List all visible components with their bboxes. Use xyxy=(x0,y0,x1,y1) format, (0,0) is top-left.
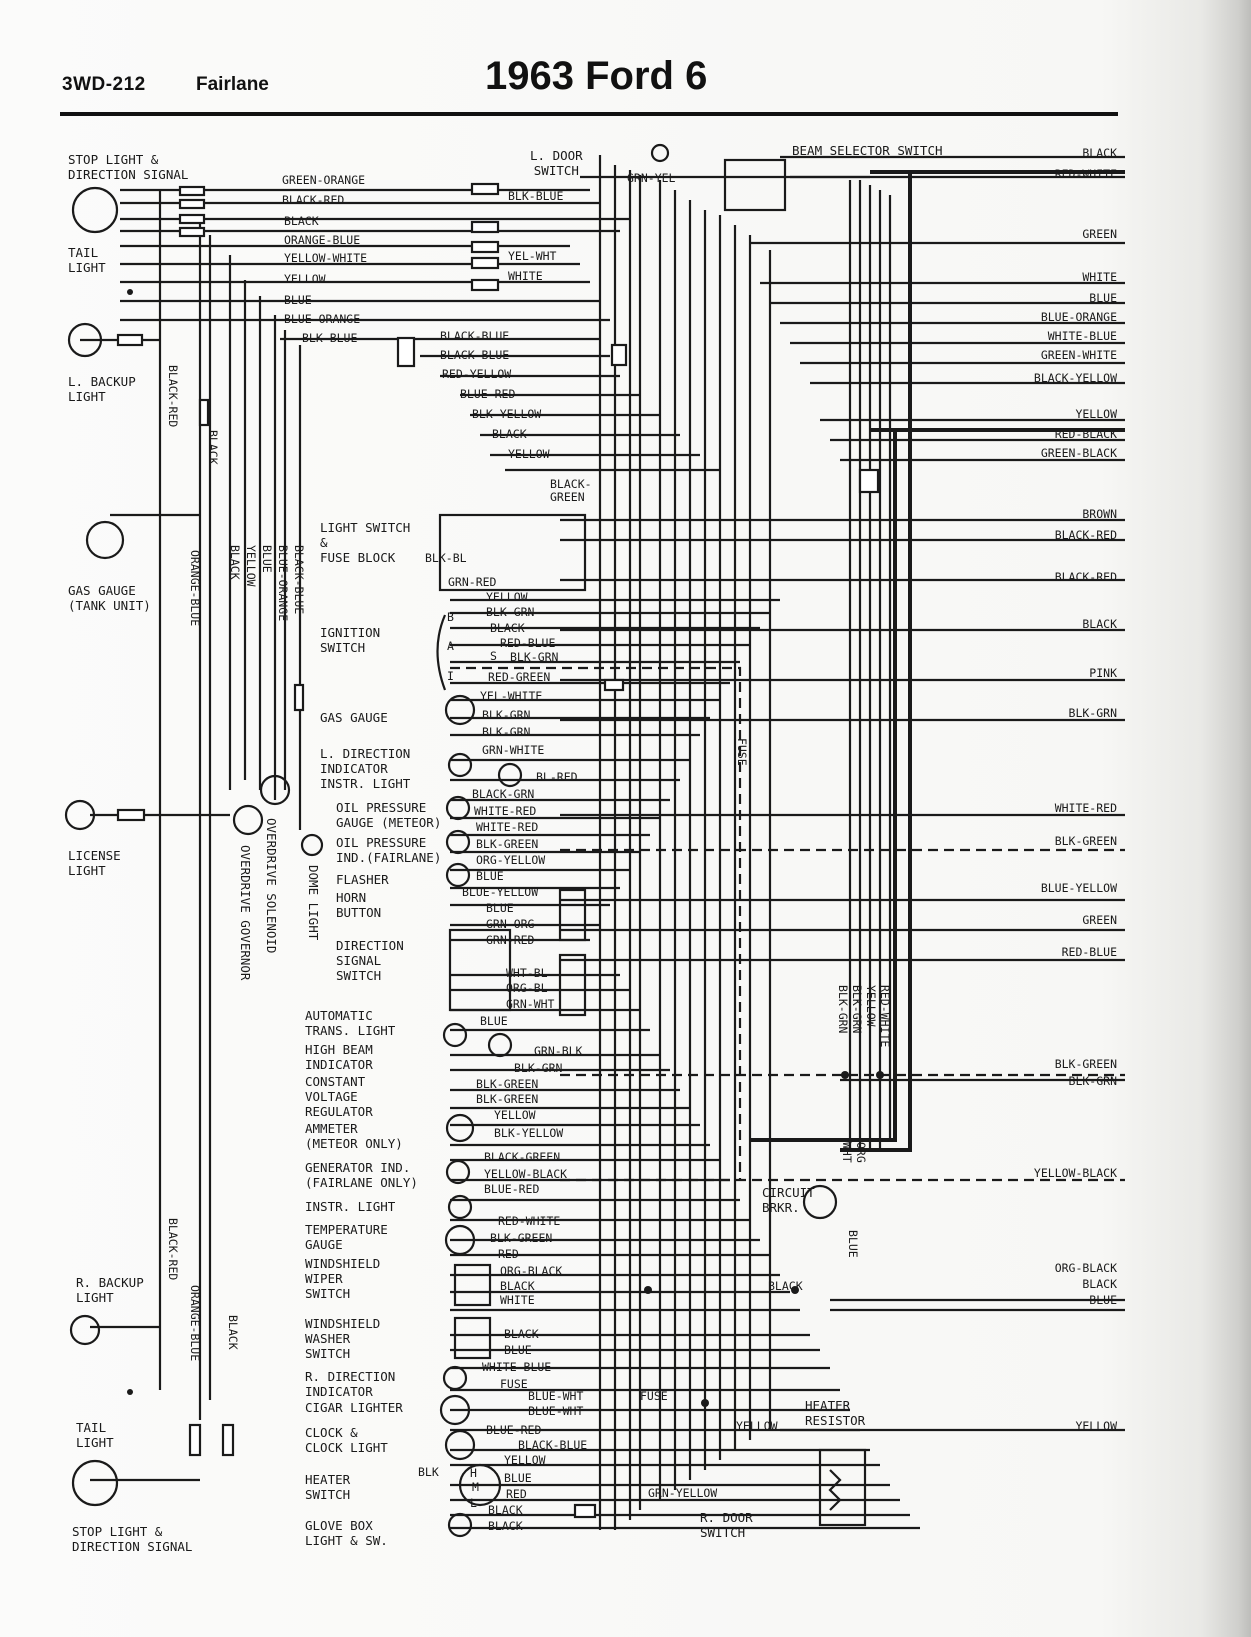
wire-label-black-top: BLACK xyxy=(206,430,220,465)
right-wire-label: ORG-BLACK xyxy=(1054,1261,1117,1275)
wire-label: BLUE-ORANGE xyxy=(284,312,361,326)
center-wire-label: WHT-BL xyxy=(506,966,548,980)
center-wire-label: BLK-GRN xyxy=(514,1061,563,1075)
center-wire-label: BLUE xyxy=(486,901,514,915)
right-wire-label: WHITE-BLUE xyxy=(1047,329,1117,343)
wire-label: GREEN-ORANGE xyxy=(282,173,366,187)
center-wire-label: BLK xyxy=(418,1465,439,1479)
center-wire-label: YELLOW xyxy=(504,1453,546,1467)
center-wire-label: BLK-YELLOW xyxy=(494,1126,564,1140)
center-wire-label: GRN-WHT xyxy=(506,997,555,1011)
center-wire-label: BL-RED xyxy=(536,770,578,784)
wire-label: BLACK- GREEN xyxy=(550,477,592,504)
center-wire-label: BLUE xyxy=(504,1343,532,1357)
label-r-direction-indicator: R. DIRECTION INDICATOR xyxy=(305,1369,396,1399)
wire-label: BLACK xyxy=(284,214,319,228)
center-wire-label: BLUE xyxy=(504,1471,532,1485)
wire-label-orange-blue-bottom: ORANGE-BLUE xyxy=(188,1285,202,1362)
center-wire-label: RED-GREEN xyxy=(488,670,551,684)
bundle-label: WHT xyxy=(840,1142,854,1163)
wire-label: YELLOW xyxy=(508,447,550,461)
center-wire-label: BLACK xyxy=(504,1327,539,1341)
label-horn-button: HORN BUTTON xyxy=(336,890,382,920)
center-wire-label: BLACK xyxy=(488,1519,523,1533)
label-clock-light: CLOCK & CLOCK LIGHT xyxy=(305,1425,388,1455)
center-wire-label: BLK-GREEN xyxy=(490,1231,553,1245)
label-l-backup-light: L. BACKUP LIGHT xyxy=(68,374,136,404)
center-wire-label: BLACK xyxy=(490,621,525,635)
center-wire-label: BLK-GREEN xyxy=(476,1092,539,1106)
label-dome-light: DOME LIGHT xyxy=(306,865,321,941)
center-wire-label: GRN-ORG xyxy=(486,917,535,931)
bundle-label: ORG xyxy=(854,1142,868,1163)
wire-label-black-blue-mid: BLACK-BLUE xyxy=(292,545,306,615)
right-wire-label: BLACK-YELLOW xyxy=(1033,371,1117,385)
center-wire-label: WHITE xyxy=(500,1293,535,1307)
wire-label-yellow-mid: YELLOW xyxy=(244,545,258,587)
label-circuit-breaker: CIRCUIT BRKR. xyxy=(762,1185,815,1215)
label-instr-light: INSTR. LIGHT xyxy=(305,1199,396,1214)
label-flasher: FLASHER xyxy=(336,872,389,887)
right-wire-label: BLK-GRN xyxy=(1068,706,1117,720)
right-wire-label: BLACK xyxy=(1082,617,1117,631)
label-oil-pressure-gauge: OIL PRESSURE GAUGE (METEOR) xyxy=(336,800,442,830)
center-wire-label: BLUE-RED xyxy=(484,1182,540,1196)
right-wire-label: GREEN-BLACK xyxy=(1040,446,1117,460)
center-wire-label: BLK-GRN xyxy=(486,605,535,619)
right-wire-label: RED-BLUE xyxy=(1061,945,1117,959)
wire-label: BLACK-BLUE xyxy=(440,348,510,362)
wire-label: YELLOW xyxy=(284,272,326,286)
ignition-terminal: A xyxy=(447,639,454,653)
right-wire-label: YELLOW xyxy=(1075,407,1117,421)
wire-label: GRN-YEL xyxy=(627,171,676,185)
label-constant-voltage-regulator: CONSTANT VOLTAGE REGULATOR xyxy=(305,1074,373,1119)
bundle-label: BLUE xyxy=(846,1230,860,1258)
wire-label: YELLOW-WHITE xyxy=(284,251,368,265)
label-gas-gauge: GAS GAUGE xyxy=(320,710,388,725)
diagram-title: 1963 Ford 6 xyxy=(485,54,708,98)
bundle-label: YELLOW xyxy=(864,985,878,1027)
center-wire-label: BLUE xyxy=(480,1014,508,1028)
center-wire-label: WHITE-RED xyxy=(476,820,539,834)
center-wire-label: BLUE-YELLOW xyxy=(462,885,539,899)
center-wire-label: BLK-GRN xyxy=(510,650,559,664)
label-ammeter: AMMETER (METEOR ONLY) xyxy=(305,1121,403,1151)
label-generator-ind: GENERATOR IND. (FAIRLANE ONLY) xyxy=(305,1160,418,1190)
center-wire-label: GRN-RED xyxy=(486,933,535,947)
right-wire-label: GREEN xyxy=(1082,913,1117,927)
right-wire-label: GREEN-WHITE xyxy=(1040,348,1117,362)
label-temperature-gauge: TEMPERATURE GAUGE xyxy=(305,1222,388,1252)
page-code: 3WD-212 xyxy=(62,74,146,95)
right-wire-label: YELLOW xyxy=(1075,1419,1117,1433)
center-wire-label: YELLOW xyxy=(494,1108,536,1122)
wire-label-black-bottom: BLACK xyxy=(226,1315,240,1350)
wire-label: ORANGE-BLUE xyxy=(284,233,361,247)
ignition-terminal: B xyxy=(447,610,454,624)
center-wire-label: GRN-WHITE xyxy=(482,743,545,757)
wire-label: BLACK xyxy=(492,427,527,441)
center-wire-label: BLK-BL xyxy=(425,551,467,565)
label-glove-box-light: GLOVE BOX LIGHT & SW. xyxy=(305,1518,388,1548)
right-wire-label: GREEN xyxy=(1082,227,1117,241)
center-wire-label: BLACK xyxy=(500,1279,535,1293)
right-wire-label: BLACK-RED xyxy=(1054,528,1117,542)
label-tail-light-bottom: TAIL LIGHT xyxy=(76,1420,114,1450)
center-wire-label: BLUE-WHT xyxy=(528,1404,584,1418)
right-wire-label: BLK-GREEN xyxy=(1054,1057,1117,1071)
center-wire-label: WHITE-BLUE xyxy=(482,1360,552,1374)
right-wire-label: BROWN xyxy=(1082,507,1117,521)
label-direction-signal-switch: DIRECTION SIGNAL SWITCH xyxy=(336,938,404,983)
label-light-switch: LIGHT SWITCH & FUSE BLOCK xyxy=(320,520,411,565)
center-wire-label: YELLOW-BLACK xyxy=(484,1167,568,1181)
center-wire-label: ORG-YELLOW xyxy=(476,853,546,867)
label-oil-pressure-ind: OIL PRESSURE IND.(FAIRLANE) xyxy=(336,835,442,865)
center-wire-label: GRN-RED xyxy=(448,575,497,589)
center-wire-label: WHITE-RED xyxy=(474,804,537,818)
right-wire-label: BLACK-RED xyxy=(1054,570,1117,584)
right-wire-label: BLUE-ORANGE xyxy=(1040,310,1117,324)
center-wire-label: ORG-BLACK xyxy=(500,1264,563,1278)
wire-label-black-red-bottom: BLACK-RED xyxy=(166,1218,180,1281)
wire-label: BLK-YELLOW xyxy=(472,407,542,421)
center-wire-label: YELLOW xyxy=(486,590,528,604)
label-overdrive-governor: OVERDRIVE GOVERNOR xyxy=(238,845,253,981)
bundle-label: BLK-GRN xyxy=(836,985,850,1034)
label-l-door-switch: L. DOOR SWITCH xyxy=(530,148,583,178)
right-wire-label: BLACK xyxy=(1082,146,1117,160)
center-wire-label: ORG-BL xyxy=(506,981,548,995)
label-tail-light-top: TAIL LIGHT xyxy=(68,245,106,275)
label-high-beam-indicator: HIGH BEAM INDICATOR xyxy=(305,1042,373,1072)
center-wire-label: YEL-WHITE xyxy=(480,689,543,703)
wire-label: WHITE xyxy=(508,269,543,283)
label-l-direction-indicator: L. DIRECTION INDICATOR INSTR. LIGHT xyxy=(320,746,411,791)
label-license-light: LICENSE LIGHT xyxy=(68,848,121,878)
center-wire-label: BLACK xyxy=(488,1503,523,1517)
center-wire-label: BLK-GRN xyxy=(482,725,531,739)
wire-label: BLACK-BLUE xyxy=(440,329,510,343)
center-wire-label: YELLOW xyxy=(736,1419,778,1433)
center-wire-label: RED-BLUE xyxy=(500,636,556,650)
label-fuse-clock: FUSE xyxy=(640,1389,668,1403)
label-fuse-cigar: FUSE xyxy=(500,1377,528,1391)
wire-label-orange-blue-top: ORANGE-BLUE xyxy=(188,550,202,627)
label-gas-gauge-tank: GAS GAUGE (TANK UNIT) xyxy=(68,583,151,613)
wire-label: BLUE-RED xyxy=(460,387,516,401)
right-wire-label: WHITE xyxy=(1082,270,1117,284)
label-ignition-switch: IGNITION SWITCH xyxy=(320,625,381,655)
bundle-label: BLK-GRN xyxy=(850,985,864,1034)
wire-label: BLK-BLUE xyxy=(302,331,358,345)
center-wire-label: BLUE xyxy=(476,869,504,883)
wire-label-blue-mid: BLUE xyxy=(260,545,274,573)
wire-label: BLK-BLUE xyxy=(508,189,564,203)
right-wire-label: BLK-GREEN xyxy=(1054,834,1117,848)
label-beam-selector-switch: BEAM SELECTOR SWITCH xyxy=(792,143,943,158)
right-wire-label: PINK xyxy=(1089,666,1117,680)
wire-label: BLACK-RED xyxy=(282,193,345,207)
label-windshield-washer-switch: WINDSHIELD WASHER SWITCH xyxy=(305,1316,381,1361)
center-wire-label: RED xyxy=(498,1247,519,1261)
center-wire-label: BLK-GREEN xyxy=(476,837,539,851)
center-wire-label: BLACK-BLUE xyxy=(518,1438,588,1452)
model-name: Fairlane xyxy=(196,74,269,95)
heater-terminal: H xyxy=(470,1466,477,1480)
center-wire-label: BLACK-GREEN xyxy=(484,1150,561,1164)
wire-label-blue-orange-mid: BLUE-ORANGE xyxy=(276,545,290,622)
right-wire-label: BLUE xyxy=(1089,291,1117,305)
right-wire-label: WHITE-RED xyxy=(1054,801,1117,815)
wire-label-black-red-top: BLACK-RED xyxy=(166,365,180,428)
center-wire-label: BLUE-WHT xyxy=(528,1389,584,1403)
label-r-door-switch: R. DOOR SWITCH xyxy=(700,1510,753,1540)
label-stop-light-bottom: STOP LIGHT & DIRECTION SIGNAL xyxy=(72,1524,193,1554)
right-wire-label: YELLOW-BLACK xyxy=(1033,1166,1117,1180)
right-wire-label: BLUE xyxy=(1089,1293,1117,1307)
right-wire-label: RED-WHITE xyxy=(1054,167,1117,181)
center-wire-label: BLUE-RED xyxy=(486,1423,542,1437)
center-wire-label: GRN-YELLOW xyxy=(648,1486,718,1500)
center-wire-label: GRN-BLK xyxy=(534,1044,583,1058)
heater-terminal: L xyxy=(470,1496,477,1510)
label-overdrive-solenoid: OVERDRIVE SOLENOID xyxy=(264,818,279,954)
label-cigar-lighter: CIGAR LIGHTER xyxy=(305,1400,403,1415)
heater-terminal: M xyxy=(472,1480,479,1494)
center-wire-label: RED xyxy=(506,1487,527,1501)
wire-label-black-mid: BLACK xyxy=(228,545,242,580)
label-windshield-wiper-switch: WINDSHIELD WIPER SWITCH xyxy=(305,1256,381,1301)
label-r-backup-light: R. BACKUP LIGHT xyxy=(76,1275,144,1305)
center-wire-label: BLACK-GRN xyxy=(472,787,535,801)
label-heater-resistor: HEATER RESISTOR xyxy=(805,1398,866,1428)
center-wire-label: BLK-GREEN xyxy=(476,1077,539,1091)
center-wire-label: RED-WHITE xyxy=(498,1214,561,1228)
label-automatic-trans-light: AUTOMATIC TRANS. LIGHT xyxy=(305,1008,396,1038)
ignition-terminal: S xyxy=(490,649,497,663)
label-fuse-vertical: FUSE xyxy=(735,738,749,766)
label-stop-light-top: STOP LIGHT & DIRECTION SIGNAL xyxy=(68,152,189,182)
right-wire-label: RED-BLACK xyxy=(1054,427,1117,441)
wire-label: YEL-WHT xyxy=(508,249,557,263)
bundle-label: RED-WHITE xyxy=(878,985,892,1048)
wire-label: BLUE xyxy=(284,293,312,307)
wire-label: RED-YELLOW xyxy=(442,367,512,381)
right-wire-label: BLUE-YELLOW xyxy=(1040,881,1117,895)
center-wire-label: BLACK xyxy=(768,1279,803,1293)
right-wire-label: BLACK xyxy=(1082,1277,1117,1291)
right-wire-label: BLK-GRN xyxy=(1068,1074,1117,1088)
center-wire-label: BLK-GRN xyxy=(482,708,531,722)
ignition-terminal: I xyxy=(447,669,454,683)
label-heater-switch: HEATER SWITCH xyxy=(305,1472,351,1502)
